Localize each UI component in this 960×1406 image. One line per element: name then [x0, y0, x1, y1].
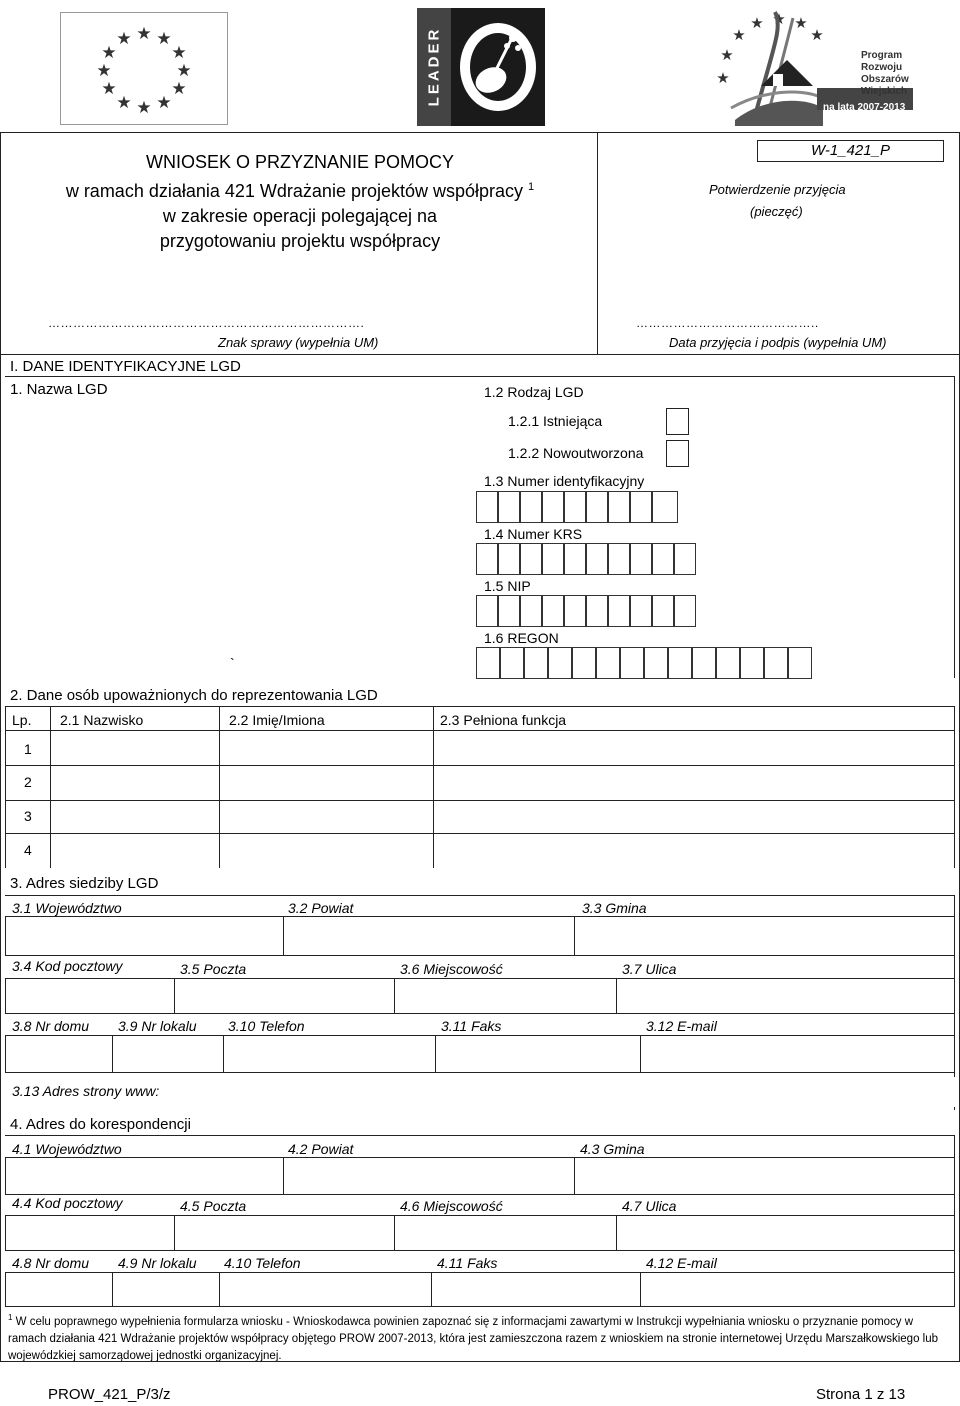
id-number-label: 1.3 Numer identyfikacyjny [484, 473, 645, 489]
rep-col-3 [433, 706, 434, 868]
prow-logo-line5: na lata 2007-2013 [823, 102, 906, 113]
title-line-1: WNIOSEK O PRZYZNANIE POMOCY [145, 152, 455, 172]
id-number-cell[interactable] [498, 491, 520, 523]
svg-text:★: ★ [101, 79, 117, 99]
nip-cell[interactable] [476, 595, 498, 627]
s3-house-no-field[interactable] [5, 1035, 113, 1073]
lgd-type-label: 1.2 Rodzaj LGD [484, 384, 584, 400]
id-number-cell[interactable] [586, 491, 608, 523]
s3-commune-label: 3.3 Gmina [582, 900, 647, 916]
nip-cell[interactable] [542, 595, 564, 627]
krs-cells[interactable] [476, 543, 696, 575]
id-number-cell[interactable] [564, 491, 586, 523]
krs-cell[interactable] [476, 543, 498, 575]
krs-cell[interactable] [674, 543, 696, 575]
header-divider [597, 132, 598, 354]
svg-text:★: ★ [156, 93, 172, 113]
rep-header-firstname: 2.2 Imię/Imiona [229, 712, 325, 728]
svg-text:★: ★ [171, 79, 187, 99]
prow-logo-line4: Wiejskich [861, 86, 908, 97]
s3-post-office-field[interactable] [174, 978, 395, 1014]
regon-cells[interactable] [476, 647, 812, 679]
s4-fax-label: 4.11 Faks [437, 1255, 498, 1271]
s3-locality-field[interactable] [394, 978, 617, 1014]
s4-commune-label: 4.3 Gmina [580, 1141, 645, 1157]
nip-cell[interactable] [520, 595, 542, 627]
s3-phone-field[interactable] [223, 1035, 436, 1073]
receipt-date-dots: …………………………………….. [636, 316, 819, 330]
rep-row-number: 2 [24, 774, 32, 790]
lgd-new-checkbox[interactable] [666, 440, 689, 467]
svg-text:★: ★ [750, 14, 764, 32]
krs-cell[interactable] [608, 543, 630, 575]
section1-title: I. DANE IDENTYFIKACYJNE LGD [10, 358, 241, 375]
title-line-2 [10, 175, 590, 204]
form-title [10, 150, 590, 254]
lgd-existing-checkbox[interactable] [666, 408, 689, 435]
prow-logo-line1: Program [861, 50, 903, 61]
svg-text:★: ★ [116, 93, 132, 113]
regon-cell[interactable] [620, 647, 644, 679]
s3-voivodeship-field[interactable] [5, 916, 284, 956]
regon-cell[interactable] [572, 647, 596, 679]
s3-locality-label: 3.6 Miejscowość [400, 961, 503, 977]
regon-cell[interactable] [500, 647, 524, 679]
s3-voivodeship-label: 3.1 Województwo [12, 900, 122, 916]
s3-fax-field[interactable] [435, 1035, 641, 1073]
svg-text:★: ★ [794, 14, 808, 32]
s4-locality-label: 4.6 Miejscowość [400, 1198, 503, 1214]
svg-text:★: ★ [136, 24, 152, 44]
regon-cell[interactable] [668, 647, 692, 679]
regon-cell[interactable] [548, 647, 572, 679]
rep-row-rule-2 [5, 800, 955, 801]
nip-cell[interactable] [586, 595, 608, 627]
leader-logo-text: LEADER [425, 26, 443, 107]
id-number-cell[interactable] [608, 491, 630, 523]
section4-title: 4. Adres do korespondencji [10, 1116, 191, 1133]
form-code-box [757, 140, 944, 162]
s3-phone-label: 3.10 Telefon [228, 1018, 305, 1034]
s4-phone-label: 4.10 Telefon [224, 1255, 301, 1271]
rep-header-rule [5, 730, 955, 731]
receipt-date-label: Data przyjęcia i podpis (wypełnia UM) [669, 335, 887, 350]
rep-row-rule-3 [5, 833, 955, 834]
title-line-4: przygotowaniu projektu współpracy [159, 231, 441, 251]
regon-cell[interactable] [644, 647, 668, 679]
nip-cell[interactable] [674, 595, 696, 627]
id-number-cell[interactable] [520, 491, 542, 523]
lgd-new-label: 1.2.2 Nowoutworzona [508, 445, 644, 461]
regon-cell[interactable] [764, 647, 788, 679]
krs-cell[interactable] [520, 543, 542, 575]
svg-text:★: ★ [732, 26, 746, 44]
svg-text:★: ★ [96, 61, 112, 81]
svg-text:★: ★ [136, 98, 152, 118]
lgd-name-label: 1. Nazwa LGD [10, 381, 108, 398]
footnote-number: 1 [8, 1313, 13, 1322]
s3-email-label: 3.12 E-mail [646, 1018, 717, 1034]
rep-col-2 [219, 706, 220, 868]
prow-logo-line3: Obszarów [861, 74, 909, 85]
rep-row-number: 1 [24, 741, 32, 757]
regon-cell[interactable] [524, 647, 548, 679]
eu-flag-logo [60, 12, 228, 125]
regon-cell[interactable] [596, 647, 620, 679]
svg-text:★: ★ [101, 43, 117, 63]
s3-county-field[interactable] [283, 916, 575, 956]
id-number-cell[interactable] [652, 491, 678, 523]
svg-text:★: ★ [156, 29, 172, 49]
case-mark-label: Znak sprawy (wypełnia UM) [218, 335, 379, 350]
regon-cell[interactable] [740, 647, 764, 679]
section2-title: 2. Dane osób upoważnionych do reprezentowania LGD [10, 687, 378, 704]
krs-cell[interactable] [630, 543, 652, 575]
nip-cells[interactable] [476, 595, 696, 627]
id-number-cell[interactable] [630, 491, 652, 523]
krs-label: 1.4 Numer KRS [484, 526, 583, 542]
rep-row-number: 4 [24, 842, 32, 858]
s4-street-label: 4.7 Ulica [622, 1198, 677, 1214]
s3-fax-label: 3.11 Faks [441, 1018, 502, 1034]
rep-row-number: 3 [24, 808, 32, 824]
s4-postcode-label: 4.4 Kod pocztowy [12, 1195, 123, 1211]
krs-cell[interactable] [564, 543, 586, 575]
stray-mark: ` [230, 655, 235, 671]
s4-voivodeship-field[interactable] [5, 1157, 284, 1195]
nip-cell[interactable] [608, 595, 630, 627]
s3-email-field[interactable] [640, 1035, 955, 1073]
krs-cell[interactable] [542, 543, 564, 575]
rep-header-lp: Lp. [12, 712, 32, 728]
s3-www-label: 3.13 Adres strony www: [12, 1083, 160, 1099]
form-code: W-1_421_P [811, 142, 890, 159]
id-number-cell[interactable] [542, 491, 564, 523]
page-bottom-rule [0, 1361, 960, 1362]
nip-cell[interactable] [564, 595, 586, 627]
section3-title: 3. Adres siedziby LGD [10, 875, 159, 892]
s3-www-field[interactable] [180, 1077, 955, 1107]
s4-voivodeship-label: 4.1 Województwo [12, 1141, 122, 1157]
s3-street-field[interactable] [616, 978, 955, 1014]
krs-cell[interactable] [586, 543, 608, 575]
header-top-rule [0, 132, 960, 133]
footer-page-number: Strona 1 z 13 [816, 1386, 906, 1403]
s4-street-field[interactable] [616, 1215, 955, 1251]
s4-flat-no-label: 4.9 Nr lokalu [118, 1255, 197, 1271]
s4-county-field[interactable] [283, 1157, 575, 1195]
title-footnote-ref: 1 [528, 181, 535, 193]
s3-postcode-field[interactable] [5, 978, 175, 1014]
lgd-name-field[interactable] [40, 400, 476, 678]
rep-col-1 [50, 706, 51, 868]
s4-flat-no-field[interactable] [112, 1272, 220, 1307]
prow-logo-line2: Rozwoju [861, 62, 903, 73]
regon-cell[interactable] [692, 647, 716, 679]
s3-house-no-label: 3.8 Nr domu [12, 1018, 90, 1034]
svg-text:★: ★ [716, 69, 730, 87]
svg-text:★: ★ [772, 10, 786, 28]
s3-commune-field[interactable] [574, 916, 955, 956]
s3-county-label: 3.2 Powiat [288, 900, 354, 916]
nip-label: 1.5 NIP [484, 578, 531, 594]
lgd-existing-label: 1.2.1 Istniejąca [508, 413, 603, 429]
s4-post-office-label: 4.5 Poczta [180, 1198, 247, 1214]
id-number-cells[interactable] [476, 491, 678, 523]
s4-county-label: 4.2 Powiat [288, 1141, 354, 1157]
nip-cell[interactable] [630, 595, 652, 627]
regon-label: 1.6 REGON [484, 630, 559, 646]
s3-street-label: 3.7 Ulica [622, 961, 677, 977]
s4-house-no-field[interactable] [5, 1272, 113, 1307]
svg-text:★: ★ [176, 61, 192, 81]
regon-cell[interactable] [476, 647, 500, 679]
svg-text:★: ★ [171, 43, 187, 63]
rep-header-surname: 2.1 Nazwisko [60, 712, 144, 728]
s3-post-office-label: 3.5 Poczta [180, 961, 247, 977]
receipt-confirm-label: Potwierdzenie przyjęcia [709, 182, 846, 197]
id-number-cell[interactable] [476, 491, 498, 523]
case-mark-dots: …………………………………………………………………. [48, 316, 365, 330]
svg-text:★: ★ [810, 26, 824, 44]
s3-postcode-label: 3.4 Kod pocztowy [12, 958, 123, 974]
prow-logo [713, 8, 913, 126]
leader-logo [417, 8, 545, 126]
rep-row-rule-1 [5, 765, 955, 766]
footnote [8, 1309, 952, 1365]
krs-cell[interactable] [498, 543, 520, 575]
s4-email-label: 4.12 E-mail [646, 1255, 717, 1271]
eu-stars-icon [61, 13, 227, 124]
s4-post-office-field[interactable] [174, 1215, 395, 1251]
s4-phone-field[interactable] [219, 1272, 432, 1307]
s4-locality-field[interactable] [394, 1215, 617, 1251]
s3-flat-no-label: 3.9 Nr lokalu [118, 1018, 197, 1034]
nip-cell[interactable] [498, 595, 520, 627]
title-line-3: w zakresie operacji polegającej na [162, 206, 438, 226]
regon-cell[interactable] [716, 647, 740, 679]
regon-cell[interactable] [788, 647, 812, 679]
s4-commune-field[interactable] [574, 1157, 955, 1195]
header-bottom-rule [0, 354, 960, 355]
s3-flat-no-field[interactable] [112, 1035, 224, 1073]
receipt-stamp-label: (pieczęć) [750, 204, 803, 219]
krs-cell[interactable] [652, 543, 674, 575]
title-line-2-text: w ramach działania 421 Wdrażanie projektów współpracy [65, 181, 524, 201]
s4-email-field[interactable] [640, 1272, 955, 1307]
s4-fax-field[interactable] [431, 1272, 641, 1307]
rep-header-function: 2.3 Pełniona funkcja [440, 712, 567, 728]
page-left-edge [0, 132, 1, 1362]
s4-house-no-label: 4.8 Nr domu [12, 1255, 90, 1271]
nip-cell[interactable] [652, 595, 674, 627]
footer-doc-code: PROW_421_P/3/z [48, 1386, 171, 1403]
svg-text:★: ★ [116, 29, 132, 49]
footnote-text: W celu poprawnego wypełnienia formularza wniosku - Wnioskodawca powinien zapoznać się z informacjami zawartymi w Instrukcji wypełniania wniosku o przyznanie pomocy w ramach działania 421 Wdrażanie projektów współpracy objętego PROW 2007-2013, która jest zamieszczona razem z wnioskiem na stronie internetowej Urzędu Marszałkowskiego lub wojewódzkiej samorządowej jednostki organizacyjnej. [8, 1315, 939, 1362]
svg-text:★: ★ [720, 46, 734, 64]
s4-postcode-field[interactable] [5, 1215, 175, 1251]
